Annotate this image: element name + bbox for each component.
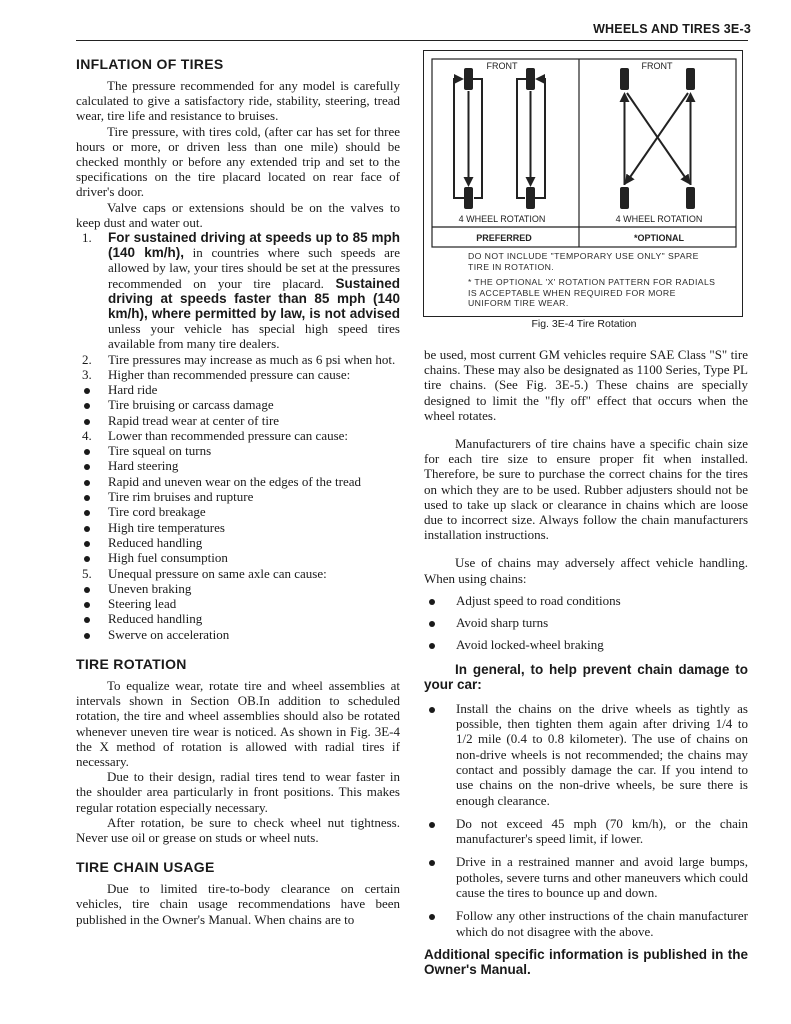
tire-rear-right — [686, 187, 695, 209]
chain-damage-heading: In general, to help prevent chain damage to your car: — [424, 661, 748, 693]
list-item: Tire cord breakage — [76, 504, 400, 519]
tire-front-left — [620, 68, 629, 90]
higher-pressure-list — [76, 382, 400, 428]
list-item-5 — [76, 566, 400, 581]
inflation-heading: INFLATION OF TIRES — [76, 56, 224, 72]
list-number: 3. — [82, 366, 92, 382]
rotation-label-right: 4 WHEEL ROTATION — [615, 214, 703, 224]
figure-note-optional: * THE OPTIONAL 'X' ROTATION PATTERN FOR RADIALS IS ACCEPTABLE WHEN REQUIRED FOR MORE UNIFORM TIRE WEAR. — [468, 277, 716, 309]
tire-front-left — [464, 68, 473, 90]
lower-pressure-list — [76, 443, 400, 565]
list-item: Avoid sharp turns — [424, 615, 748, 630]
item-text: unless your vehicle has special high speed tires available from many tire dealers. — [108, 321, 400, 352]
chain-heading: TIRE CHAIN USAGE — [76, 859, 215, 876]
emphasis-text: For sustained driving at speeds up to 85 mph (140 km/h), — [108, 230, 400, 261]
list-item: Avoid locked-wheel braking — [424, 637, 748, 652]
list-number: 2. — [82, 351, 92, 367]
item-text: in countries where such speeds are allowed by law, your tires should be set at the pressures recommended on your tire placard. — [108, 245, 400, 291]
tire-rotation-figure — [423, 50, 743, 317]
item-text: Tire pressures may increase as much as 6 psi when hot. — [108, 351, 396, 367]
chain-paragraph-1: Due to limited tire-to-body clearance on certain vehicles, tire chain usage recommendations have been published in the Owner's Manual. When chains are to — [76, 881, 400, 927]
tire-front-right — [526, 68, 535, 90]
tire-rear-right — [526, 187, 535, 209]
list-item: Reduced handling — [76, 611, 400, 626]
rotation-paragraph-1: To equalize wear, rotate tire and wheel assemblies at intervals shown in Section OB.In addition to scheduled rotation, the tire and wheel assemblies should also be rotated whenever uneven tire wear is noticed. As shown in Fig. 3E-4 the X method of rotation is allowed with radial tires if necessary. — [76, 677, 400, 769]
list-item-3 — [76, 367, 400, 382]
list-item-4 — [76, 428, 400, 443]
list-number: 5. — [82, 565, 92, 581]
list-item: High tire temperatures — [76, 520, 400, 535]
item-text: Higher than recommended pressure can cause: — [108, 366, 351, 382]
list-item: Follow any other instructions of the chain manufacturer which do not disagree with the above. — [424, 908, 748, 939]
running-head: WHEELS AND TIRES 3E-3 — [593, 22, 751, 36]
optional-label: *OPTIONAL — [633, 233, 685, 243]
figure-caption: Fig. 3E-4 Tire Rotation — [531, 318, 637, 330]
tire-front-right — [686, 68, 695, 90]
owners-manual-note: Additional specific information is published in the Owner's Manual. — [424, 946, 748, 978]
inflation-paragraph-3: Valve caps or extensions should be on the valves to keep dust and water out. — [76, 199, 400, 230]
list-item: Hard ride — [76, 382, 400, 397]
rotation-paragraph-3: After rotation, be sure to check wheel nut tightness. Never use oil or grease on studs or wheel nuts. — [76, 814, 400, 845]
list-number: 4. — [82, 427, 92, 443]
list-number: 1. — [82, 230, 92, 246]
right-column — [424, 347, 748, 978]
list-item: Rapid tread wear at center of tire — [76, 413, 400, 428]
emphasis-text: Sustained driving at speeds faster than 85 mph (140 km/h), where permitted by law, is not advised — [108, 275, 400, 322]
rotation-label-left: 4 WHEEL ROTATION — [458, 214, 546, 224]
list-item: Tire rim bruises and rupture — [76, 489, 400, 504]
inflation-paragraph-1: The pressure recommended for any model is carefully calculated to give a satisfactory ride, stability, steering, tread wear, tire life and resistance to bruises. — [76, 78, 400, 124]
figure-note-spare: DO NOT INCLUDE "TEMPORARY USE ONLY" SPARE TIRE IN ROTATION. — [468, 251, 699, 272]
list-item: Drive in a restrained manner and avoid large bumps, potholes, severe turns and other maneuvers which could cause the tires to bounce up and down. — [424, 854, 748, 900]
list-item: Swerve on acceleration — [76, 627, 400, 642]
list-item: Tire squeal on turns — [76, 443, 400, 458]
list-item: Uneven braking — [76, 581, 400, 596]
list-item: Rapid and uneven wear on the edges of the tread — [76, 474, 400, 489]
arrow-center-right — [517, 79, 526, 198]
tire-rear-left — [464, 187, 473, 209]
left-column — [76, 56, 400, 927]
front-label-left: FRONT — [486, 61, 518, 71]
rotation-paragraph-2: Due to their design, radial tires tend to wear faster in the shoulder area particularly in front positions. This makes regular rotation especially necessary. — [76, 769, 400, 815]
list-item: Adjust speed to road conditions — [424, 593, 748, 608]
optional-x-rotation-pattern — [620, 68, 695, 209]
chain-handling-list — [424, 593, 748, 653]
list-item: Install the chains on the drive wheels as tightly as possible, then tighten them again after driving 1/4 to 1/2 mile (0.4 to 0.8 kilometer). The use of chains on non-drive wheels is not recommended; the chains may contact and possibly damage the car. If you intend to use chains on the non-drive wheels, be sure there is enough clearance. — [424, 701, 748, 808]
front-label-right: FRONT — [641, 61, 673, 71]
item-text: Unequal pressure on same axle can cause: — [108, 565, 327, 581]
list-item: Tire bruising or carcass damage — [76, 397, 400, 412]
item-text: Lower than recommended pressure can cause: — [108, 427, 349, 443]
arrow-rear-left-to-front — [454, 79, 464, 198]
preferred-label: PREFERRED — [476, 233, 532, 243]
list-item-2 — [76, 352, 400, 367]
header-rule — [76, 40, 748, 41]
list-item: Do not exceed 45 mph (70 km/h), or the chain manufacturer's speed limit, if lower. — [424, 816, 748, 847]
preferred-rotation-pattern — [454, 68, 545, 209]
list-item: Reduced handling — [76, 535, 400, 550]
list-item: High fuel consumption — [76, 550, 400, 565]
rotation-heading: TIRE ROTATION — [76, 655, 187, 672]
chain-paragraph-3: Use of chains may adversely affect vehicle handling. When using chains: — [424, 555, 748, 586]
arrow-center-left — [473, 79, 482, 198]
inflation-paragraph-2: Tire pressure, with tires cold, (after car has set for three hours or more, or driven less than one mile) should be checked monthly or before any extended trip and set to the specifications on the tire placard located on rear face of driver's door. — [76, 123, 400, 200]
list-item-1 — [76, 230, 400, 352]
unequal-pressure-list — [76, 581, 400, 642]
chain-damage-list — [424, 701, 748, 939]
list-item: Steering lead — [76, 596, 400, 611]
list-item: Hard steering — [76, 458, 400, 473]
chain-paragraph-1-continued: be used, most current GM vehicles require SAE Class "S" tire chains. These may also be designated as 1100 Series, Type PL tire chains. (See Fig. 3E-5.) These chains are specially designed to limit the "fly off" effect that occurs when the wheel rotates. — [424, 347, 748, 423]
tire-rear-left — [620, 187, 629, 209]
chain-paragraph-2: Manufacturers of tire chains have a specific chain size for each tire size to ensure proper fit when installed. Therefore, be sure to purchase the correct chains for the tires on which they are to be used. Rubber adjusters should not be used to take up slack or clearance in chains which are loose due to incorrect size. Always follow the chain manufacturers installation instructions. — [424, 436, 748, 543]
arrow-rear-right-to-front — [535, 79, 545, 198]
